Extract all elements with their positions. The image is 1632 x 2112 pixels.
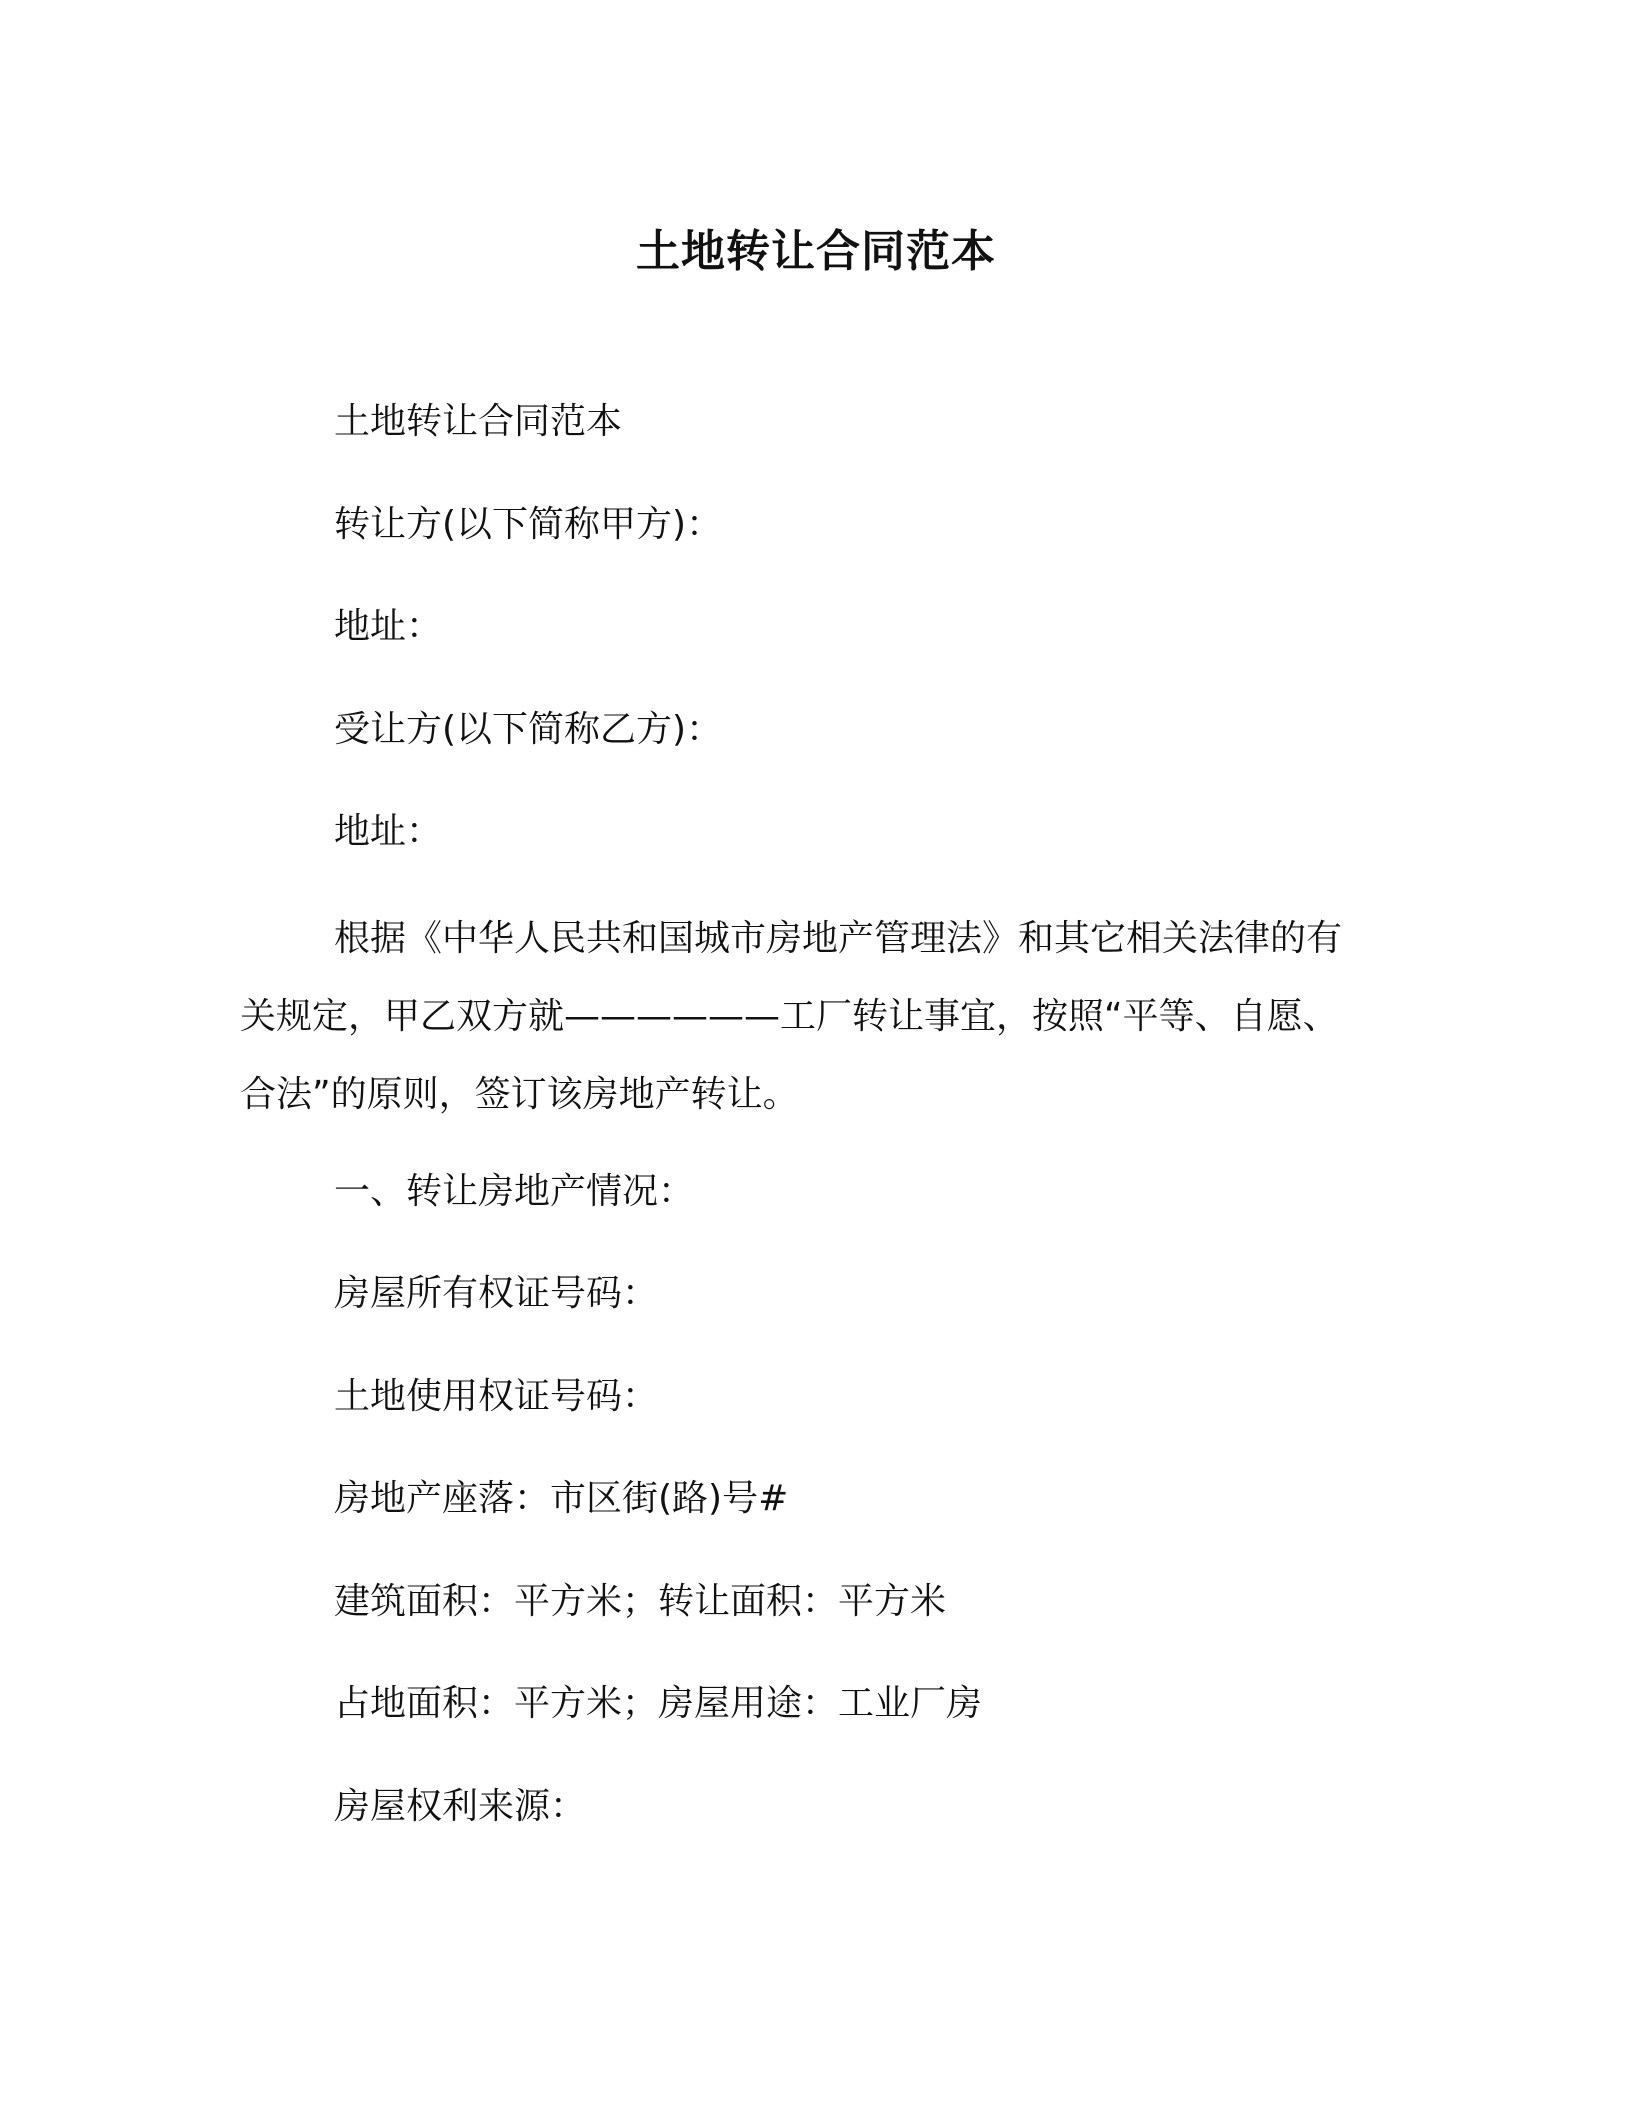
transferor-address-line: 地址： (334, 606, 443, 647)
preamble-paragraph (240, 900, 1390, 1134)
preamble-line: 根据《中华人民共和国城市房地产管理法》和其它相关法律的有 (334, 918, 1343, 959)
section-item: 建筑面积：平方米；转让面积：平方米 (334, 1581, 947, 1622)
section-item: 房屋所有权证号码： (334, 1273, 659, 1314)
section-item: 房地产座落：市区街(路)号# (334, 1478, 789, 1519)
section-item: 房屋权利来源： (334, 1786, 587, 1827)
transferee-address-line: 地址： (334, 811, 443, 852)
preamble-line: 关规定，甲乙双方就——————工厂转让事宜，按照“平等、自愿、 (240, 996, 1339, 1037)
section-item: 占地面积：平方米；房屋用途：工业厂房 (334, 1683, 983, 1724)
section-heading: 一、转让房地产情况： (334, 1171, 695, 1212)
subtitle-line: 土地转让合同范本 (334, 401, 623, 442)
section-item: 土地使用权证号码： (334, 1376, 659, 1417)
document-title: 土地转让合同范本 (636, 226, 996, 277)
transferee-line: 受让方(以下简称乙方)： (334, 709, 723, 750)
transferor-line: 转让方(以下简称甲方)： (334, 504, 723, 545)
preamble-line: 合法”的原则，签订该房地产转让。 (240, 1074, 799, 1115)
